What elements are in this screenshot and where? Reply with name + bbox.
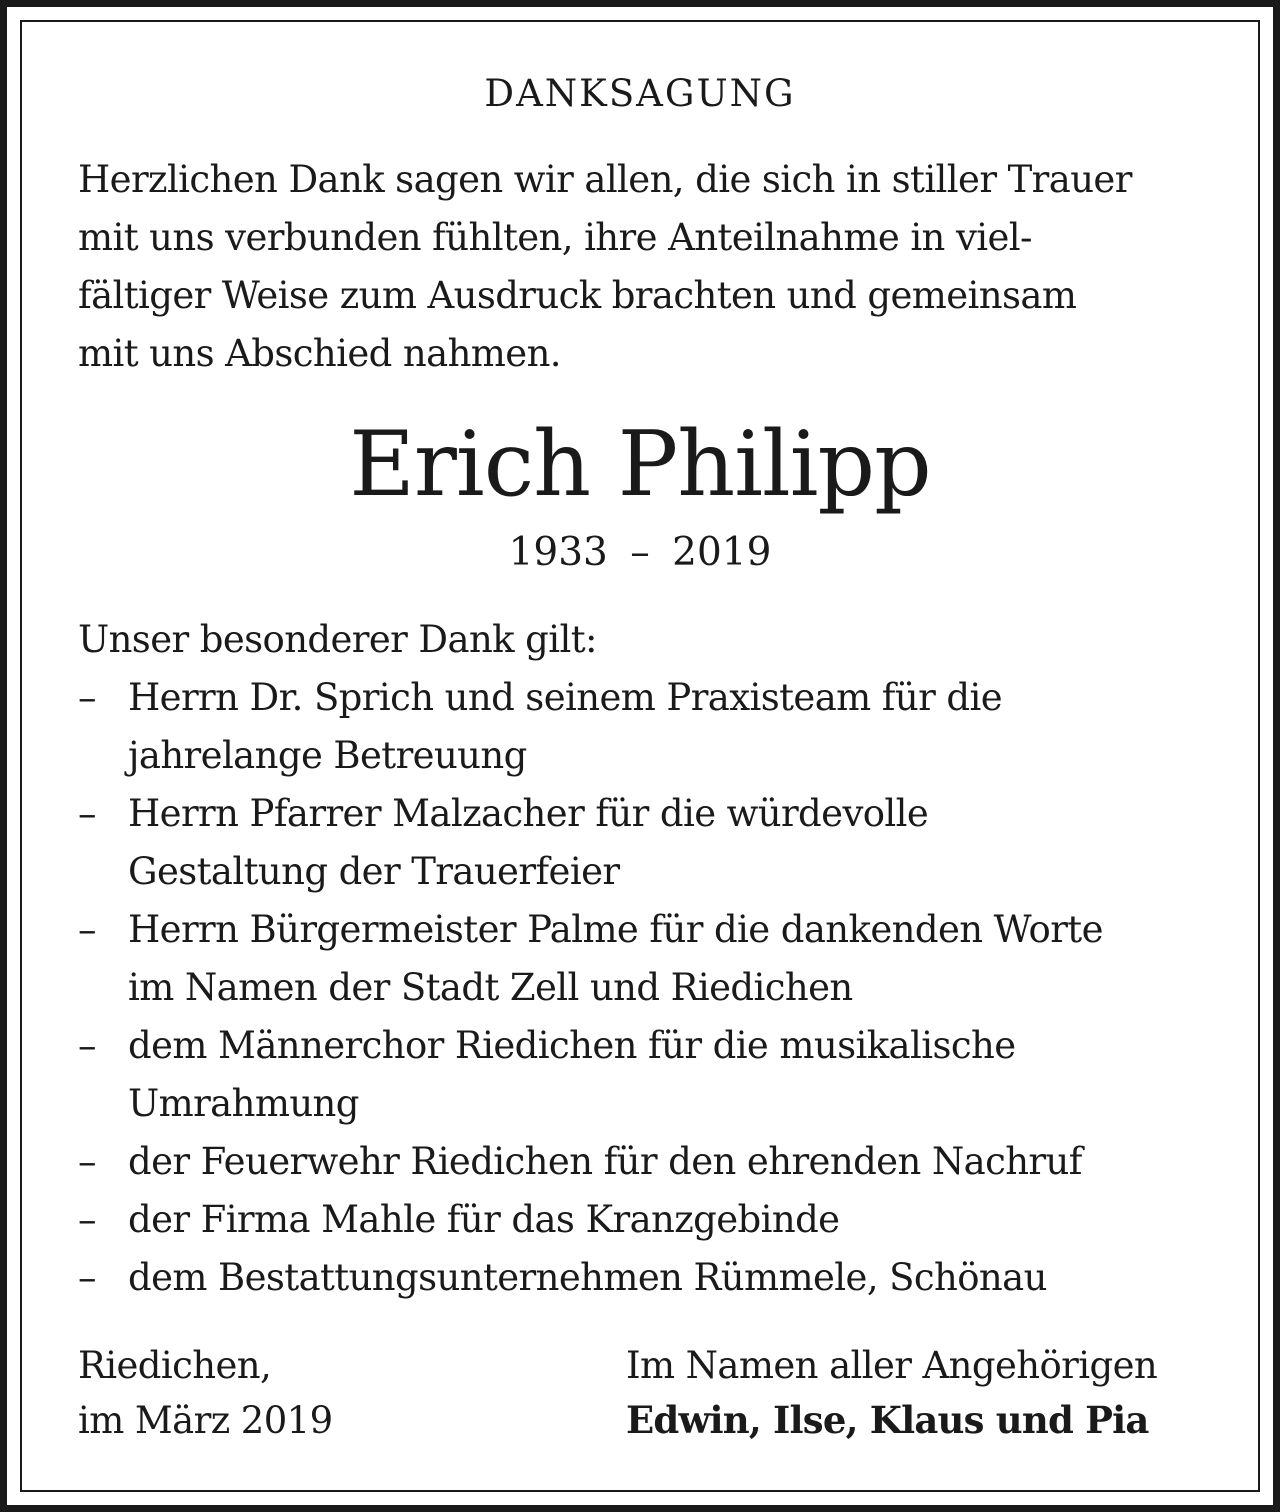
thanks-intro: Unser besonderer Dank gilt:	[78, 618, 597, 661]
thanks-item	[78, 785, 1202, 901]
intro-line: mit uns verbunden fühlten, ihre Anteilnahme in viel-	[78, 216, 1032, 259]
thanks-item	[78, 901, 1202, 1017]
dash-bullet: –	[78, 1256, 96, 1299]
intro-paragraph	[78, 151, 1202, 383]
dash-bullet: –	[78, 908, 96, 951]
thanks-item	[78, 1249, 1202, 1307]
thanks-item-line: dem Männerchor Riedichen für die musikalische	[128, 1024, 1016, 1067]
thanks-item-line: jahrelange Betreuung	[128, 734, 527, 777]
intro-line: Herzlichen Dank sagen wir allen, die sich in stiller Trauer	[78, 158, 1132, 201]
thanks-item-line: im Namen der Stadt Zell und Riedichen	[128, 966, 853, 1009]
on-behalf-text: Im Namen aller Angehörigen	[626, 1344, 1158, 1387]
thanks-list	[78, 669, 1202, 1307]
life-dates: 1933 – 2019	[508, 530, 772, 575]
dash-bullet: –	[78, 1024, 96, 1067]
thanks-item	[78, 669, 1202, 785]
thanks-item-line: Herrn Pfarrer Malzacher für die würdevolle	[128, 792, 929, 835]
thanks-item	[78, 1133, 1202, 1191]
thanks-item-line: der Firma Mahle für das Kranzgebinde	[128, 1198, 840, 1241]
dash-bullet: –	[78, 1198, 96, 1241]
thanks-item-line: Umrahmung	[128, 1082, 359, 1125]
deceased-name: Erich Philipp	[349, 412, 931, 517]
place: Riedichen,	[78, 1344, 272, 1387]
thanks-item	[78, 1191, 1202, 1249]
date: im März 2019	[78, 1399, 333, 1442]
thanks-item-line: der Feuerwehr Riedichen für den ehrenden Nachruf	[128, 1140, 1082, 1183]
intro-line: fältiger Weise zum Ausdruck brachten und gemeinsam	[78, 274, 1077, 317]
dash-bullet: –	[78, 676, 96, 719]
thanks-item-line: Herrn Dr. Sprich und seinem Praxisteam für die	[128, 676, 1002, 719]
thanks-item	[78, 1017, 1202, 1133]
family-names: Edwin, Ilse, Klaus und Pia	[626, 1398, 1149, 1442]
thanks-item-line: dem Bestattungsunternehmen Rümmele, Schönau	[128, 1256, 1047, 1299]
intro-line: mit uns Abschied nahmen.	[78, 332, 561, 375]
signature-block	[626, 1338, 1157, 1448]
notice-heading: DANKSAGUNG	[484, 72, 796, 115]
thanks-item-line: Herrn Bürgermeister Palme für die dankenden Worte	[128, 908, 1103, 951]
thanks-item-line: Gestaltung der Trauerfeier	[128, 850, 620, 893]
dash-bullet: –	[78, 792, 96, 835]
place-date	[78, 1338, 333, 1448]
dash-bullet: –	[78, 1140, 96, 1183]
